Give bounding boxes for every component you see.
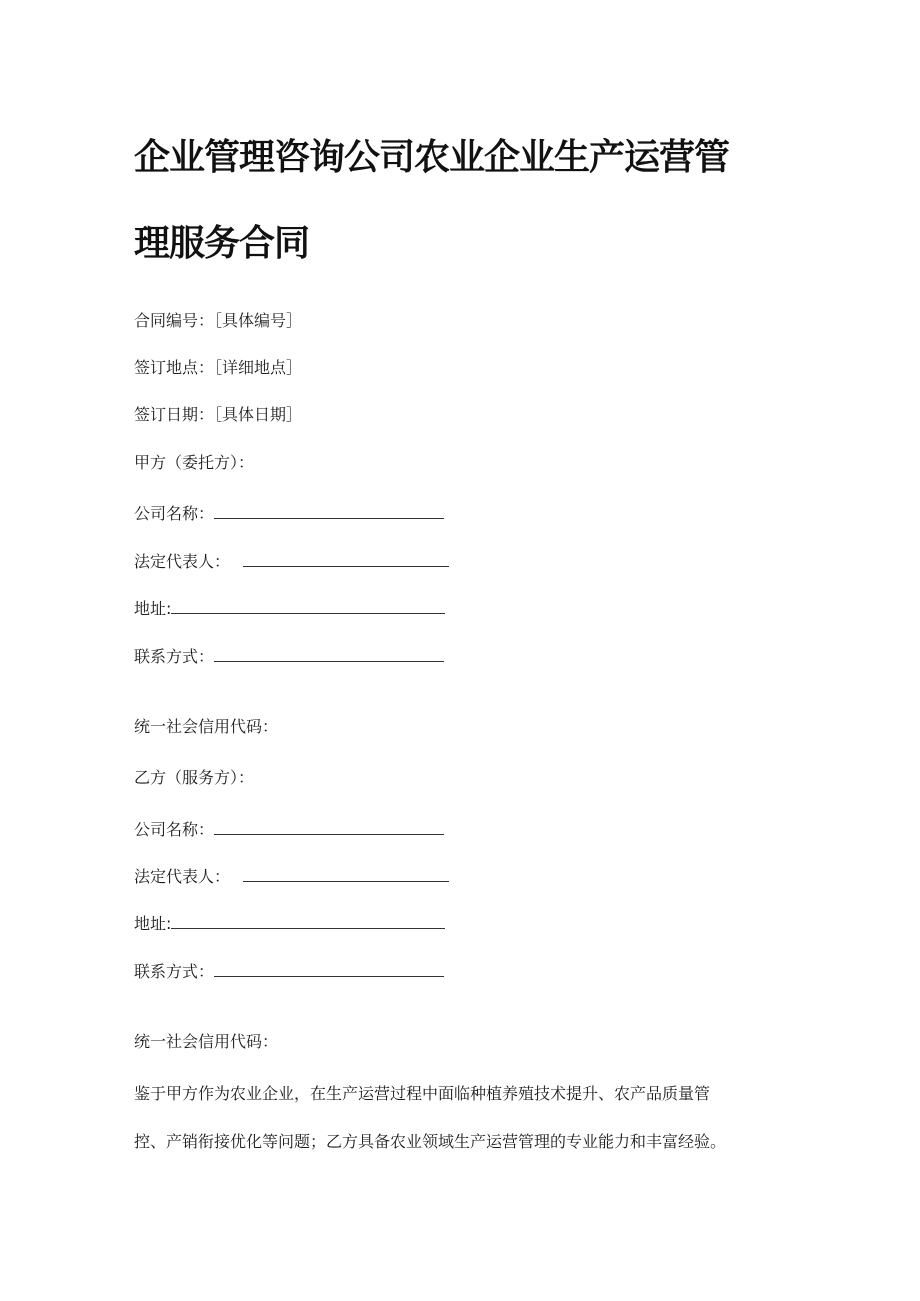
party-b-rep-blank[interactable] [243,865,449,882]
party-a-address-row [134,597,445,617]
signing-date: 签订日期：［具体日期］ [134,405,303,424]
party-a-company-label: 公司名称： [134,504,215,523]
party-b-credit-code: 统一社会信用代码： [134,1032,279,1051]
party-b-rep-row [134,865,449,885]
party-b-contact-row [134,960,444,980]
party-b-address-label: 地址: [134,914,172,933]
party-a-contact-blank[interactable] [214,645,444,662]
party-b-rep-label: 法定代表人： [134,867,231,886]
party-a-contact-row [134,645,444,665]
party-a-rep-row [134,550,449,570]
party-a-contact-label: 联系方式： [134,647,215,666]
party-a-rep-blank[interactable] [243,550,449,567]
party-a-company-row [134,502,444,522]
party-b-address-blank[interactable] [171,912,445,929]
party-b-company-blank[interactable] [214,818,444,835]
signing-place: 签订地点：［详细地点］ [134,358,303,377]
preamble-line-1: 鉴于甲方作为农业企业，在生产运营过程中面临种植养殖技术提升、农产品质量管 [134,1084,711,1103]
party-b-contact-blank[interactable] [214,960,444,977]
party-b-company-row [134,818,444,838]
party-b-company-label: 公司名称： [134,820,215,839]
party-a-address-blank[interactable] [171,597,445,614]
party-b-address-row [134,912,445,932]
party-b-heading: 乙方（服务方）： [134,768,255,787]
preamble-line-2: 控、产销衔接优化等问题；乙方具备农业领域生产运营管理的专业能力和丰富经验。 [134,1132,727,1151]
document-title-line-2: 理服务合同 [134,223,310,264]
document-title-line-1: 企业管理咨询公司农业企业生产运营管 [134,137,730,178]
party-a-credit-code: 统一社会信用代码： [134,717,279,736]
party-b-contact-label: 联系方式： [134,962,215,981]
party-a-rep-label: 法定代表人： [134,552,231,571]
party-a-heading: 甲方（委托方）： [134,453,255,472]
party-a-company-blank[interactable] [214,502,444,519]
party-a-address-label: 地址: [134,599,172,618]
contract-number: 合同编号：［具体编号］ [134,311,303,330]
